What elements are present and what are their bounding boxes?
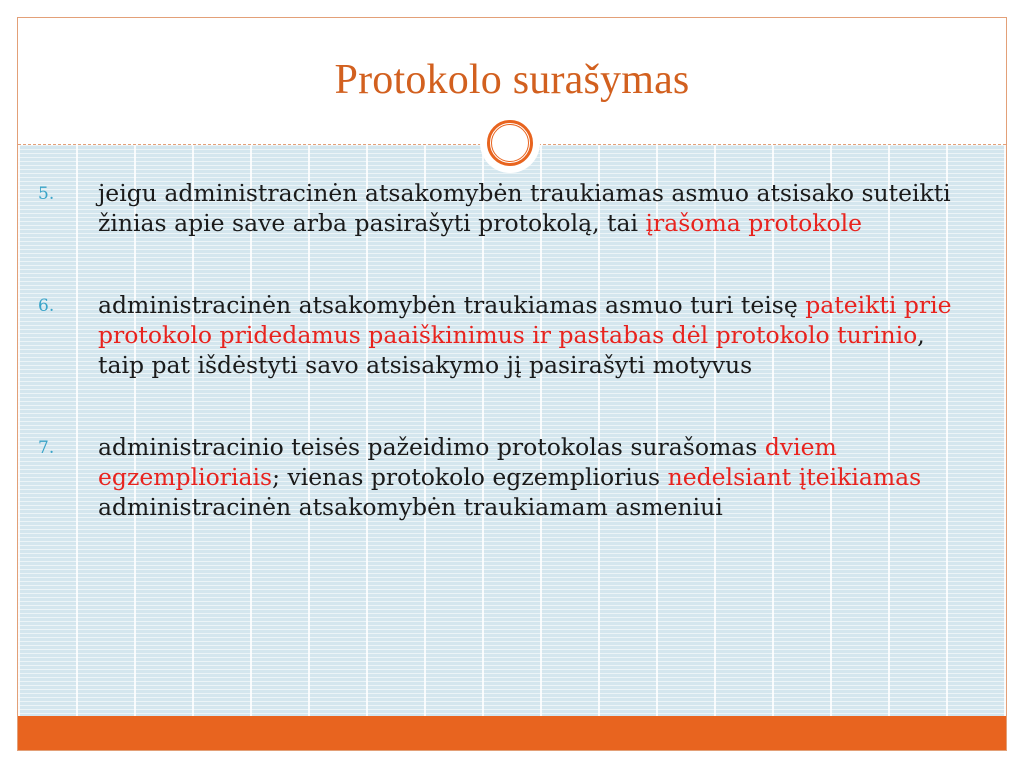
- text-segment: jeigu administracinėn atsakomybėn traukiamas asmuo atsisako suteikti žinias apie save arba pasirašyti protokolą, tai: [98, 179, 951, 237]
- highlighted-text: pateikti prie protokolo pridedamus paaiškinimus ir pastabas dėl protokolo turinio: [98, 291, 952, 349]
- text-segment: administracinėn atsakomybėn traukiamam asmeniui: [98, 493, 723, 521]
- circle-ornament-icon: [480, 113, 540, 173]
- list-item-number: 7.: [38, 438, 55, 458]
- highlighted-text: nedelsiant įteikiamas: [667, 463, 922, 491]
- inner-ring-icon: [491, 124, 529, 162]
- text-segment: administracinėn atsakomybėn traukiamas asmuo turi teisę: [98, 291, 806, 319]
- list-item-number: 6.: [38, 296, 55, 316]
- text-segment: , taip pat išdėstyti savo atsisakymo jį pasirašyti motyvus: [98, 321, 925, 379]
- list-item: [38, 290, 978, 380]
- list-item-text: [98, 291, 952, 379]
- list-item: [38, 432, 978, 522]
- highlighted-text: dviem egzemplioriais: [98, 433, 837, 491]
- list-item-text: [98, 179, 951, 237]
- numbered-list: [38, 178, 978, 574]
- text-segment: administracinio teisės pažeidimo protokolas surašomas: [98, 433, 765, 461]
- highlighted-text: įrašoma protokole: [645, 209, 863, 237]
- list-item-text: [98, 433, 921, 521]
- list-item: [38, 178, 978, 238]
- list-item-number: 5.: [38, 184, 55, 204]
- text-segment: ; vienas protokolo egzempliorius: [272, 463, 668, 491]
- footer-bar: [18, 716, 1006, 750]
- slide-title: Protokolo surašymas: [334, 57, 690, 103]
